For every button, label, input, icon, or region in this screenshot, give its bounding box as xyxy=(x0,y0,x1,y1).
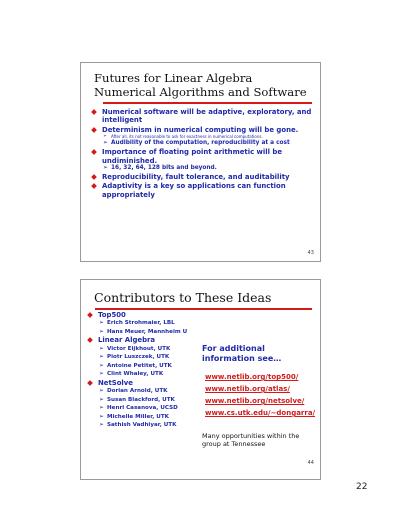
contributor-item xyxy=(85,328,203,337)
title-underline xyxy=(95,308,312,310)
contributor-name: Hans Meuer, Mannheim U xyxy=(107,328,188,335)
contributor-item xyxy=(85,362,203,371)
arrow-bullet-icon: ➢ xyxy=(99,354,104,361)
contributor-name: Michelle Miller, UTK xyxy=(107,413,169,420)
slide-contributors xyxy=(80,279,321,480)
sub-bullet-item xyxy=(89,140,314,147)
url-link[interactable]: www.netlib.org/netsolve/ xyxy=(205,397,305,405)
diamond-bullet-icon xyxy=(91,109,97,115)
arrow-bullet-icon: ➢ xyxy=(99,320,104,327)
page-number: 22 xyxy=(356,482,368,492)
diamond-bullet-icon xyxy=(87,380,93,386)
bullet-item xyxy=(89,126,314,134)
group-name: Linear Algebra xyxy=(98,336,156,345)
slide-title: Contributors to These Ideas xyxy=(94,290,272,305)
group-name: Top500 xyxy=(98,311,126,319)
arrow-bullet-icon: ➢ xyxy=(99,422,104,429)
sub-bullet-item xyxy=(89,165,314,172)
group-item xyxy=(85,379,203,387)
diamond-bullet-icon xyxy=(87,338,93,344)
group-item xyxy=(85,311,203,319)
contributor-name: Erich Strohmaier, LBL xyxy=(107,320,175,327)
arrow-bullet-icon: ➢ xyxy=(99,388,104,395)
group-item xyxy=(85,336,203,344)
footnote-text: Many opportunities within the group at Tennessee xyxy=(202,432,300,448)
contributor-list xyxy=(85,311,203,430)
sub-bullet-text: 16, 32, 64, 128 bits and beyond. xyxy=(111,165,217,172)
slide-title: Futures for Linear Algebra Numerical Algorithms and Software xyxy=(94,71,307,99)
contributor-name: Sathish Vadhiyar, UTK xyxy=(107,422,177,429)
contributor-name: Henri Casanova, UCSD xyxy=(107,405,178,412)
bullet-text: Adaptivity is a key so applications can function appropriately xyxy=(102,182,286,199)
arrow-bullet-icon: ➢ xyxy=(99,371,104,378)
url-link[interactable]: www.netlib.org/top500/ xyxy=(205,373,299,381)
url-link[interactable]: www.netlib.org/atlas/ xyxy=(205,385,290,393)
bullet-text: Reproducibility, fault tolerance, and auditability xyxy=(102,173,290,182)
arrow-bullet-icon: ➢ xyxy=(99,345,104,352)
contributor-item xyxy=(85,319,203,328)
arrow-bullet-icon: ➢ xyxy=(103,165,108,172)
contributor-name: Piotr Luszczek, UTK xyxy=(107,354,170,361)
arrow-bullet-icon: ➢ xyxy=(99,396,104,403)
bullet-item xyxy=(89,148,314,165)
sub-bullet-text: Audibility of the computation, reproducibility at a cost xyxy=(111,140,290,147)
contributor-item xyxy=(85,345,203,354)
slide-futures xyxy=(80,62,321,262)
arrow-bullet-icon: ➢ xyxy=(103,140,108,147)
bullet-item xyxy=(89,182,314,199)
bullet-item xyxy=(89,173,314,181)
contributor-name: Antoine Petitet, UTK xyxy=(107,362,172,369)
bullet-text: Numerical software will be adaptive, exploratory, and intelligent xyxy=(102,108,312,125)
link-list xyxy=(205,371,321,419)
contributor-item xyxy=(85,353,203,362)
contributor-item xyxy=(85,421,203,430)
contributor-name: Dorian Arnold, UTK xyxy=(107,388,168,395)
contributor-item xyxy=(85,396,203,405)
bullet-list xyxy=(89,107,314,199)
arrow-bullet-icon: ➢ xyxy=(103,134,107,140)
diamond-bullet-icon xyxy=(87,312,93,318)
diamond-bullet-icon xyxy=(91,149,97,155)
diamond-bullet-icon xyxy=(91,174,97,180)
bullet-item xyxy=(89,108,314,125)
info-text: For additional information see… xyxy=(202,344,282,363)
arrow-bullet-icon: ➢ xyxy=(99,362,104,369)
arrow-bullet-icon: ➢ xyxy=(99,413,104,420)
arrow-bullet-icon: ➢ xyxy=(99,328,104,335)
bullet-text: Determinism in numerical computing will be gone. xyxy=(102,125,299,134)
url-link[interactable]: www.cs.utk.edu/~dongarra/ xyxy=(205,409,316,417)
diamond-bullet-icon xyxy=(91,184,97,190)
title-underline xyxy=(103,102,312,104)
contributor-item xyxy=(85,413,203,422)
contributor-item xyxy=(85,370,203,379)
slide-number: 43 xyxy=(307,250,314,256)
contributor-item xyxy=(85,404,203,413)
diamond-bullet-icon xyxy=(91,127,97,133)
contributor-name: Victor Eijkhout, UTK xyxy=(107,345,171,352)
slide-number: 44 xyxy=(307,460,314,466)
sub-bullet-text: After all, its not reasonable to ask for exactness in numerical computations. xyxy=(111,134,263,140)
contributor-name: Clint Whaley, UTK xyxy=(107,371,164,378)
bullet-text: Importance of floating point arithmetic will be undiminished. xyxy=(102,148,283,165)
contributor-name: Susan Blackford, UTK xyxy=(107,396,175,403)
arrow-bullet-icon: ➢ xyxy=(99,405,104,412)
contributor-item xyxy=(85,387,203,396)
group-name: NetSolve xyxy=(98,378,133,387)
